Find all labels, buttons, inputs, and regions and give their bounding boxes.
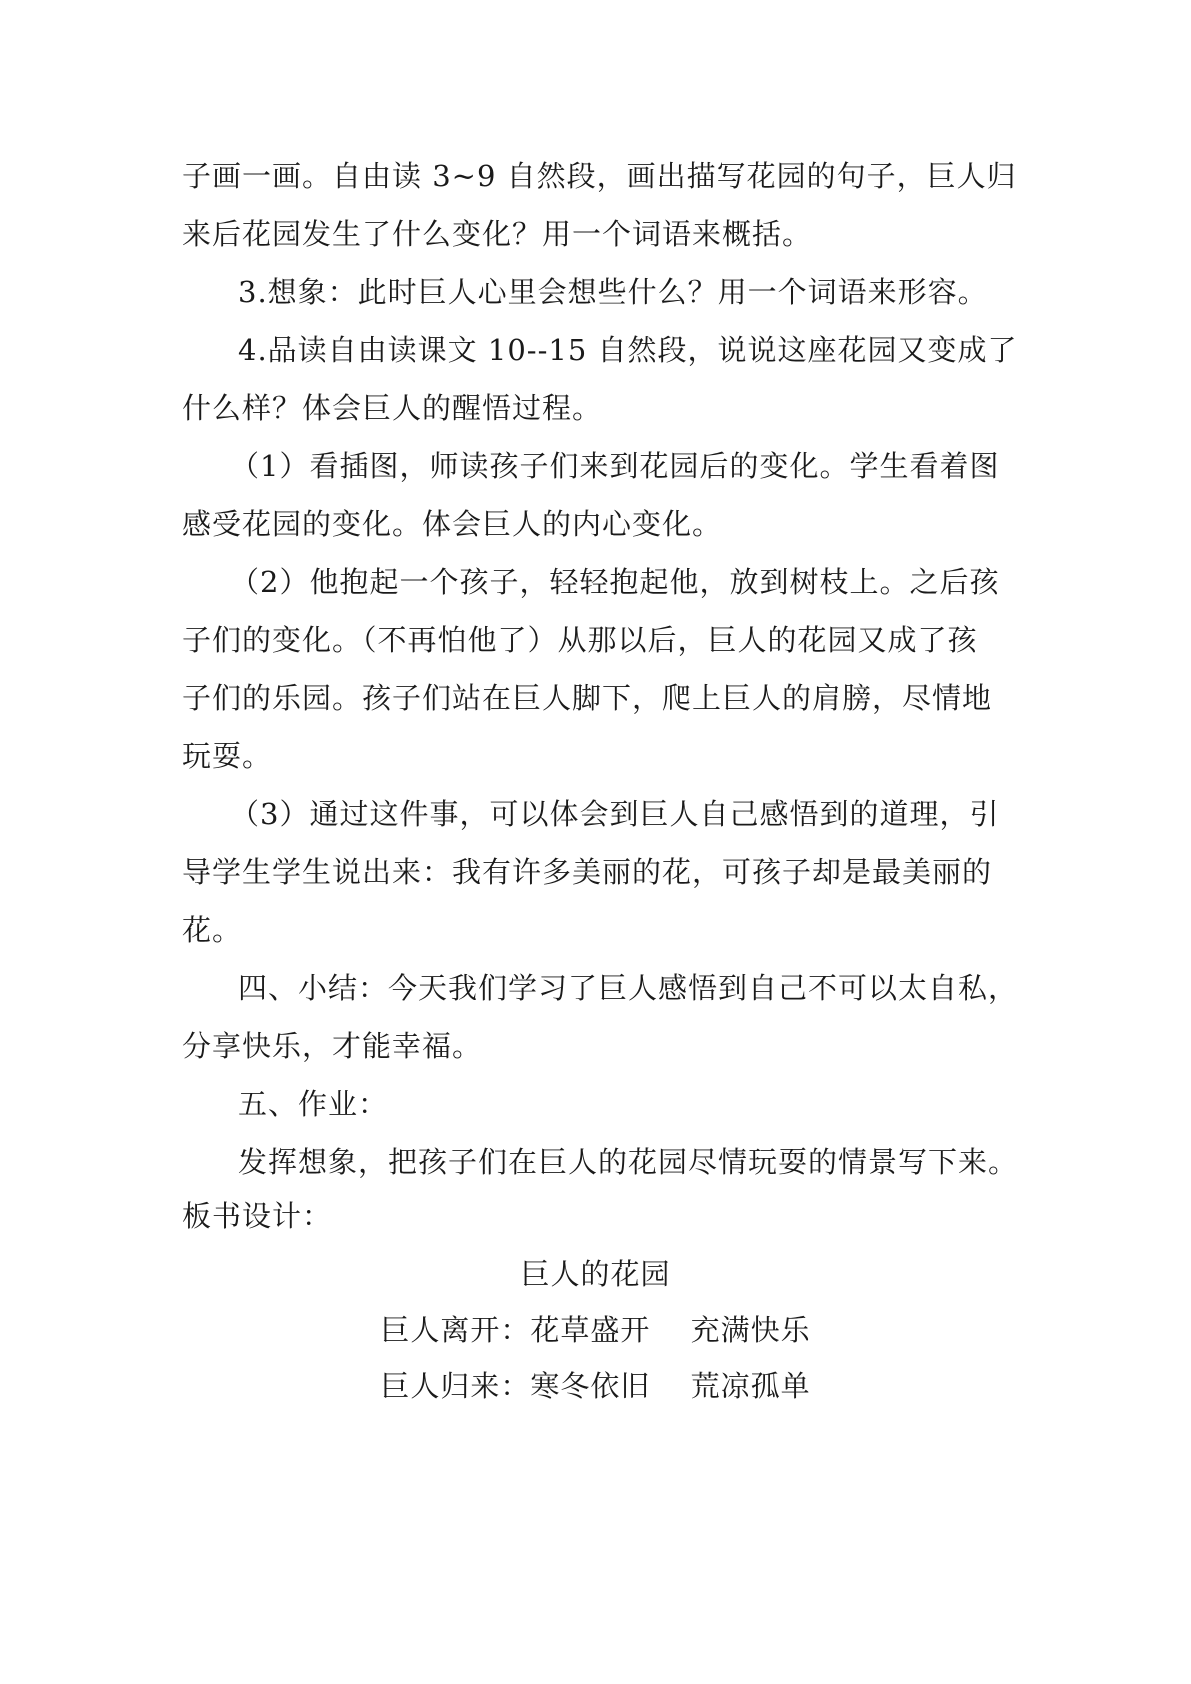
paragraph-line: 4.品读自由读课文 10--15 自然段，说说这座花园又变成了: [238, 333, 1018, 367]
paragraph-line: 子画一画。自由读 3~9 自然段，画出描写花园的句子，巨人归: [182, 159, 1017, 193]
section-heading: 五、作业：: [238, 1087, 389, 1121]
paragraph-line: 什么样？体会巨人的醒悟过程。: [182, 391, 603, 425]
board-row: 巨人归来：寒冬依旧 荒凉孤单: [380, 1369, 811, 1403]
paragraph-line: 分享快乐，才能幸福。: [182, 1029, 483, 1063]
paragraph-line: 子们的乐园。孩子们站在巨人脚下，爬上巨人的肩膀，尽情地: [182, 681, 993, 715]
paragraph-line: （2）他抱起一个孩子，轻轻抱起他，放到树枝上。之后孩: [230, 565, 1000, 599]
paragraph-line: 导学生学生说出来：我有许多美丽的花，可孩子却是最美丽的: [182, 855, 993, 889]
paragraph-line: （1）看插图，师读孩子们来到花园后的变化。学生看着图: [230, 449, 1000, 483]
paragraph-line: 四、小结：今天我们学习了巨人感悟到自己不可以太自私，: [238, 971, 1019, 1005]
board-row: 巨人离开：花草盛开 充满快乐: [380, 1313, 811, 1347]
section-heading: 板书设计：: [182, 1199, 333, 1233]
paragraph-line: 3.想象：此时巨人心里会想些什么？用一个词语来形容。: [238, 275, 988, 309]
paragraph-line: 发挥想象，把孩子们在巨人的花园尽情玩耍的情景写下来。: [238, 1145, 1019, 1179]
paragraph-line: 来后花园发生了什么变化？用一个词语来概括。: [182, 217, 813, 251]
paragraph-line: （3）通过这件事，可以体会到巨人自己感悟到的道理，引: [230, 797, 1000, 831]
paragraph-line: 花。: [182, 913, 243, 947]
paragraph-line: 感受花园的变化。体会巨人的内心变化。: [182, 507, 723, 541]
paragraph-line: 玩耍。: [182, 739, 273, 773]
paragraph-line: 子们的变化。（不再怕他了）从那以后，巨人的花园又成了孩: [182, 623, 978, 657]
board-title: 巨人的花园: [520, 1257, 671, 1291]
